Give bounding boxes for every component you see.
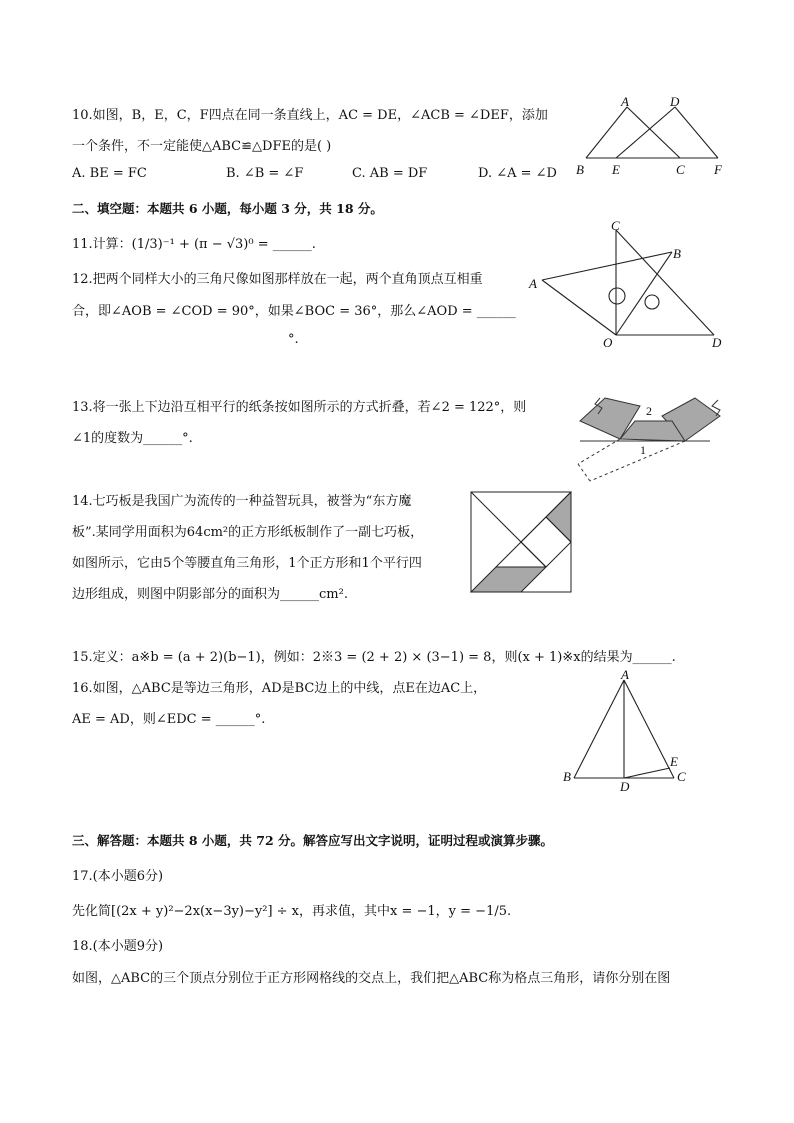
label-e: E — [612, 162, 620, 177]
label-b: B — [576, 162, 584, 177]
q17-body: 先化简[(2x + y)²−2x(x−3y)−y²] ÷ x，再求值，其中x = −1，y = −1/5. — [72, 904, 512, 919]
angle-1-label: 1 — [640, 443, 646, 457]
q16-figure — [560, 670, 690, 794]
label-a: A — [529, 276, 537, 291]
section-2-heading: 二、填空题：本题共 6 小题，每小题 3 分，共 18 分。 — [72, 201, 383, 216]
label-d: D — [620, 779, 630, 794]
q11-text: 11.计算：(1/3)⁻¹ + (π − √3)⁰ = ______. — [72, 237, 316, 252]
q12-line3: °. — [288, 332, 299, 347]
label-d: D — [712, 335, 722, 350]
q18-heading: 18.(本小题9分) — [72, 939, 164, 954]
label-d: D — [670, 94, 680, 109]
label-b: B — [563, 769, 571, 784]
label-c: C — [676, 162, 685, 177]
q10-option-a: A. BE = FC — [72, 166, 147, 181]
label-c: C — [677, 769, 686, 784]
label-c: C — [611, 218, 620, 233]
q13-line1: 13.将一张上下边沿互相平行的纸条按如图所示的方式折叠，若∠2 = 122°，则 — [72, 400, 527, 415]
label-b: B — [673, 246, 681, 261]
label-f: F — [714, 162, 722, 177]
label-a: A — [621, 670, 629, 682]
angle-2-label: 2 — [646, 404, 652, 418]
q13-figure — [560, 386, 730, 490]
q14-line1: 14.七巧板是我国广为流传的一种益智玩具，被誉为“东方魔 — [72, 494, 412, 509]
q17-heading: 17.(本小题6分) — [72, 869, 164, 884]
q12-line1: 12.把两个同样大小的三角尺像如图那样放在一起，两个直角顶点互相重 — [72, 272, 483, 287]
label-o: O — [603, 335, 613, 350]
section-3-heading: 三、解答题：本题共 8 小题，共 72 分。解答应写出文字说明，证明过程或演算步骤。 — [72, 833, 554, 848]
q13-line2: ∠1的度数为______°. — [72, 431, 193, 446]
q10-option-c: C. AB = DF — [352, 166, 428, 181]
q10-figure — [570, 94, 730, 180]
q10-option-b: B. ∠B = ∠F — [226, 166, 304, 181]
q12-figure — [526, 218, 726, 352]
q14-line2: 板”.某同学用面积为64cm²的正方形纸板制作了一副七巧板， — [72, 525, 424, 540]
label-a: A — [621, 94, 629, 109]
q14-line3: 如图所示，它由5个等腰直角三角形，1个正方形和1个平行四 — [72, 556, 422, 571]
q15-text: 15.定义：a※b = (a + 2)(b−1)，例如：2※3 = (2 + 2) × (3−1) = 8，则(x + 1)※x的结果为______. — [72, 650, 676, 665]
q14-line4: 边形组成，则图中阴影部分的面积为______cm². — [72, 587, 348, 602]
q10-line2: 一个条件，不一定能使△ABC≌△DFE的是( ) — [72, 139, 332, 154]
q16-line1: 16.如图，△ABC是等边三角形，AD是BC边上的中线，点E在边AC上， — [72, 681, 487, 696]
q10-option-d: D. ∠A = ∠D — [478, 166, 557, 181]
q10-line1: 10.如图，B，E，C，F四点在同一条直线上，AC = DE，∠ACB = ∠DEF，添加 — [72, 108, 548, 123]
label-e: E — [670, 754, 678, 769]
q14-tangram — [470, 491, 572, 593]
q16-line2: AE = AD，则∠EDC = ______°. — [72, 712, 266, 727]
q12-line2: 合，即∠AOB = ∠COD = 90°，如果∠BOC = 36°，那么∠AOD = ______ — [72, 304, 516, 319]
q18-body: 如图，△ABC的三个顶点分别位于正方形网格线的交点上，我们把△ABC称为格点三角形，请你分别在图 — [72, 971, 671, 986]
